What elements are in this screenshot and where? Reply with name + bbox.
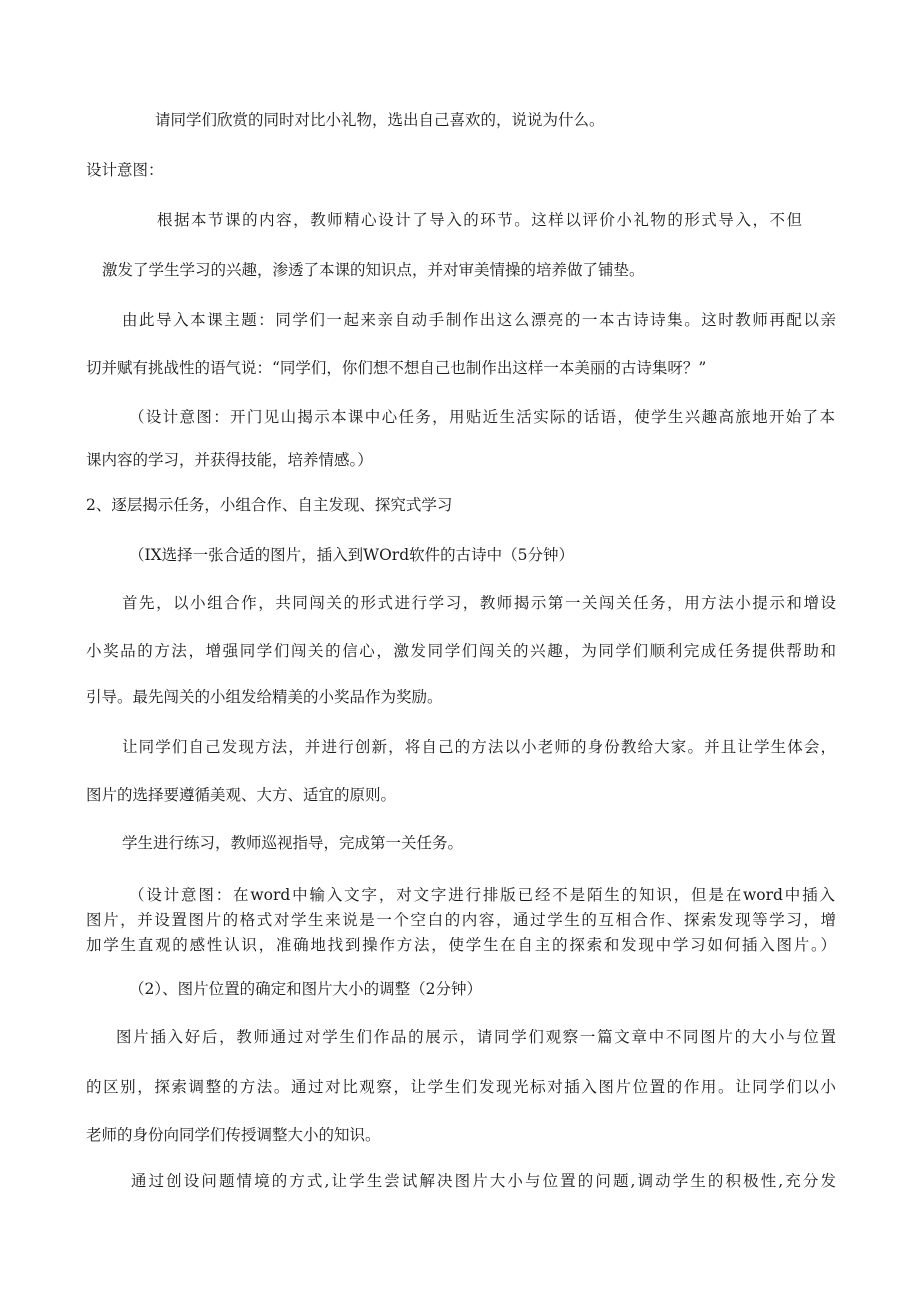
text-line: 小奖品的方法，增强同学们闯关的信心，激发同学们闯关的兴趣，为同学们顺利完成任务提供帮助和 bbox=[86, 642, 836, 660]
text-line: 由此导入本课主题：同学们一起来亲自动手制作出这么漂亮的一本古诗诗集。这时教师再配以亲 bbox=[122, 311, 836, 329]
text-line: 老师的身份向同学们传授调整大小的知识。 bbox=[86, 1126, 381, 1144]
task-heading: （2）、图片位置的确定和图片大小的调整（2分钟） bbox=[129, 980, 482, 998]
text-line: 的区别，探索调整的方法。通过对比观察，让学生们发现光标对插入图片位置的作用。让同学们以小 bbox=[86, 1078, 836, 1096]
text-line: （设计意图：在word中输入文字，对文字进行排版已经不是陌生的知识，但是在word中插入 bbox=[129, 886, 835, 904]
text-line: 学生进行练习，教师巡视指导，完成第一关任务。 bbox=[122, 834, 464, 852]
task-heading: （IX选择一张合适的图片，插入到WOrd软件的古诗中（5分钟） bbox=[129, 546, 574, 564]
text-line: 图片插入好后，教师通过对学生们作品的展示，请同学们观察一篇文章中不同图片的大小与位置 bbox=[116, 1028, 836, 1046]
text-line: 加学生直观的感性认识，准确地找到操作方法，使学生在自主的探索和发现中学习如何插入图片。） bbox=[86, 936, 836, 954]
section-label: 设计意图： bbox=[86, 161, 164, 179]
text-line: （设计意图：开门见山揭示本课中心任务，用贴近生活实际的话语，使学生兴趣高旅地开始了本 bbox=[129, 408, 835, 426]
text-line: 图片，并设置图片的格式对学生来说是一个空白的内容，通过学生的互相合作、探索发现等学习，增 bbox=[86, 911, 836, 929]
text-line: 引导。最先闯关的小组发给精美的小奖品作为奖励。 bbox=[86, 688, 443, 706]
text-line: 首先，以小组合作，共同闯关的形式进行学习，教师揭示第一关闯关任务，用方法小提示和增设 bbox=[122, 594, 836, 612]
text-line: 让同学们自己发现方法，并进行创新，将自己的方法以小老师的身份教给大家。并且让学生体会， bbox=[122, 738, 836, 756]
text-line: 通过创设问题情境的方式,让学生尝试解决图片大小与位置的问题,调动学生的积极性,充分发 bbox=[131, 1172, 836, 1190]
section-heading: 2、逐层揭示任务，小组合作、自主发现、探究式学习 bbox=[86, 496, 453, 514]
text-line: 激发了学生学习的兴趣，渗透了本课的知识点，并对审美情操的培养做了铺垫。 bbox=[102, 261, 645, 279]
text-line: 请同学们欣赏的同时对比小礼物，选出自己喜欢的，说说为什么。 bbox=[155, 111, 605, 129]
text-line: 课内容的学习，并获得技能，培养情感。） bbox=[86, 451, 373, 469]
text-line: 根据本节课的内容，教师精心设计了导入的环节。这样以评价小礼物的形式导入，不但 bbox=[157, 211, 802, 229]
text-line: 图片的选择要遵循美观、大方、适宜的原则。 bbox=[86, 786, 397, 804]
text-line: 切并赋有挑战性的语气说：“同学们，你们想不想自己也制作出这样一本美丽的古诗集呀？” bbox=[86, 359, 707, 377]
